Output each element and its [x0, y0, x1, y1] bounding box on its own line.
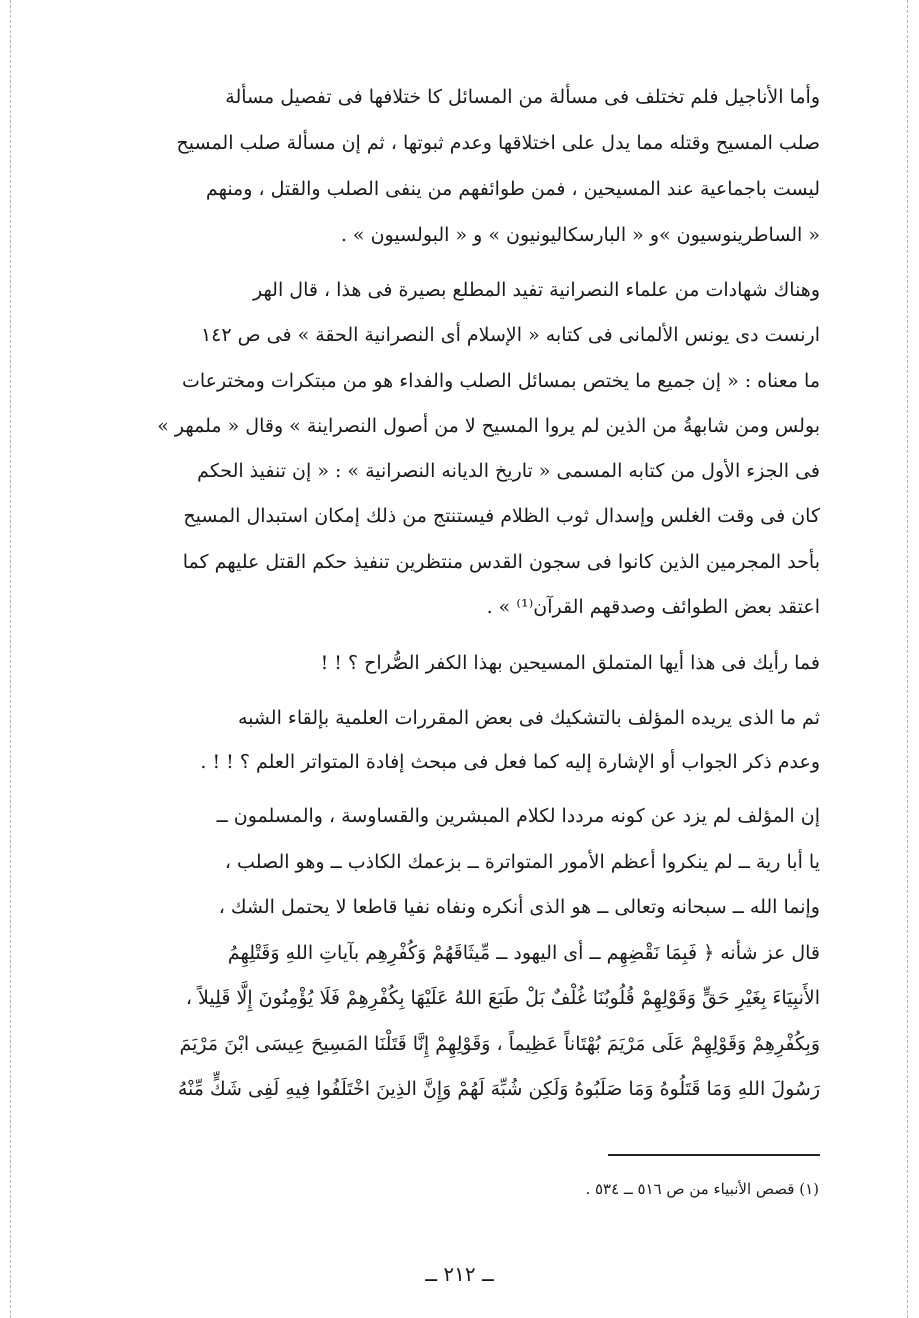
text-line: وإنما الله ــ سبحانه وتعالى ــ هو الذى أنكره ونفاه نفيا قاطعا لا يحتمل الشك ، [218, 896, 820, 919]
page-body [108, 74, 820, 1113]
text-line: فى الجزء الأول من كتابه المسمى « تاريخ الديانه النصرانية » : « إن تنفيذ الحكم [197, 460, 820, 483]
footnote: (١) قصص الأنبياء من ص ٥١٦ ــ ٥٣٤ . [585, 1180, 819, 1198]
text-line: وهناك شهادات من علماء النصرانية تفيد المطلع بصيرة فى هذا ، قال الهر [252, 279, 820, 301]
footnote-divider [608, 1154, 820, 1156]
text-line: ارنست دى يونس الألمانى فى كتابه « الإسلام أى النصرانية الحقة » فى ص ١٤٢ [200, 324, 820, 347]
text-line: وَبِكُفْرِهِمْ وَقَوْلِهِمْ عَلَى مَرْيَمَ بُهْتَاناً عَظِيماً ، وَقَوْلِهِمْ إِنَّا قَتَلْنَا المَسِيحَ عِيسَى ابْنَ مَرْيَمَ [179, 1032, 820, 1055]
text-line: ليست باجماعية عند المسيحين ، فمن طوائفهم من ينفى الصلب والقتل ، ومنهم [205, 178, 820, 200]
right-margin-dots [907, 0, 908, 1318]
text-line: ما معناه : « إن جميع ما يختص بمسائل الصلب والفداء هو من مبتكرات ومخترعات [181, 369, 820, 392]
text-line: كان فى وقت الغلس وإسدال ثوب الظلام فيستنتج من ذلك إمكان استبدال المسيح [183, 505, 820, 528]
text-line: بأحد المجرمين الذين كانوا فى سجون القدس منتظرين تنفيذ حكم القتل عليهم كما [182, 550, 820, 573]
text-line: فما رأيك فى هذا أيها المتملق المسيحين بهذا الكفر الصُّراح ؟ ! ! [320, 652, 820, 675]
paragraph-4 [108, 696, 820, 784]
text-line: يا أبا رية ــ لم ينكروا أعظم الأمور المتواترة ــ بزعمك الكاذب ــ وهو الصلب ، [224, 850, 820, 873]
paragraph-1 [108, 74, 820, 258]
paragraph-3 [108, 640, 820, 686]
page-number: ــ ٢١٢ ــ [425, 1262, 494, 1286]
paragraph-5 [108, 794, 820, 1113]
text-line: وعدم ذكر الجواب أو الإشارة إليه كما فعل فى مبحث إفادة المتواتر العلم ؟ ! ! . [200, 751, 820, 774]
text-line: بولس ومن شابهةُ من الذين لم يروا المسيح لا من أصول النصراينة » وقال « ملمهر » [157, 414, 820, 437]
text-line: صلب المسيح وقتله مما يدل على اختلاقها وعدم ثبوتها ، ثم إن مسألة صلب المسيح [176, 132, 820, 154]
text-line: إن المؤلف لم يزد عن كونه مرددا لكلام المبشرين والقساوسة ، والمسلمون ــ [216, 805, 820, 828]
text-line: رَسُولَ اللهِ وَمَا قَتَلُوهُ وَمَا صَلَبُوهُ وَلَكِن شُبِّهَ لَهُمْ وَإِنَّ الذِينَ اخْتَلَفُوا فِيهِ لَفِى شَكٍّ مِّنْهُ [177, 1078, 820, 1101]
text-line: ثم ما الذى يريده المؤلف بالتشكيك فى بعض المقررات العلمية بإلقاء الشبه [237, 707, 820, 730]
left-margin-dots [10, 0, 11, 1318]
paragraph-2 [108, 268, 820, 630]
text-line: اعتقد بعض الطوائف وصدقهم القرآن⁽¹⁾ » . [486, 596, 820, 619]
text-line: « الساطرينوسيون »و « البارسكاليونيون » و « البولسيون » . [340, 224, 820, 246]
text-line: قال عز شأنه ﴿ فَبِمَا نَقْضِهِم ــ أى اليهود ــ مِّيثَاقَهُمْ وَكُفْرِهِم بآياتِ اللهِ وَقَتْلِهِمُ [227, 941, 820, 964]
text-line: وأما الأناجيل فلم تختلف فى مسألة من المسائل كا ختلافها فى تفصيل مسألة [225, 86, 820, 108]
text-line: الأَنبِيَاءَ بِغَيْرِ حَقٍّ وَقَوْلِهِمْ قُلُوبُنَا غُلْفٌ بَلْ طَبَعَ اللهُ عَلَيْهَا بِكُفْرِهِمْ فَلَا يُؤْمِنُونَ إِلَّا قَلِيلاً ، [185, 987, 820, 1010]
